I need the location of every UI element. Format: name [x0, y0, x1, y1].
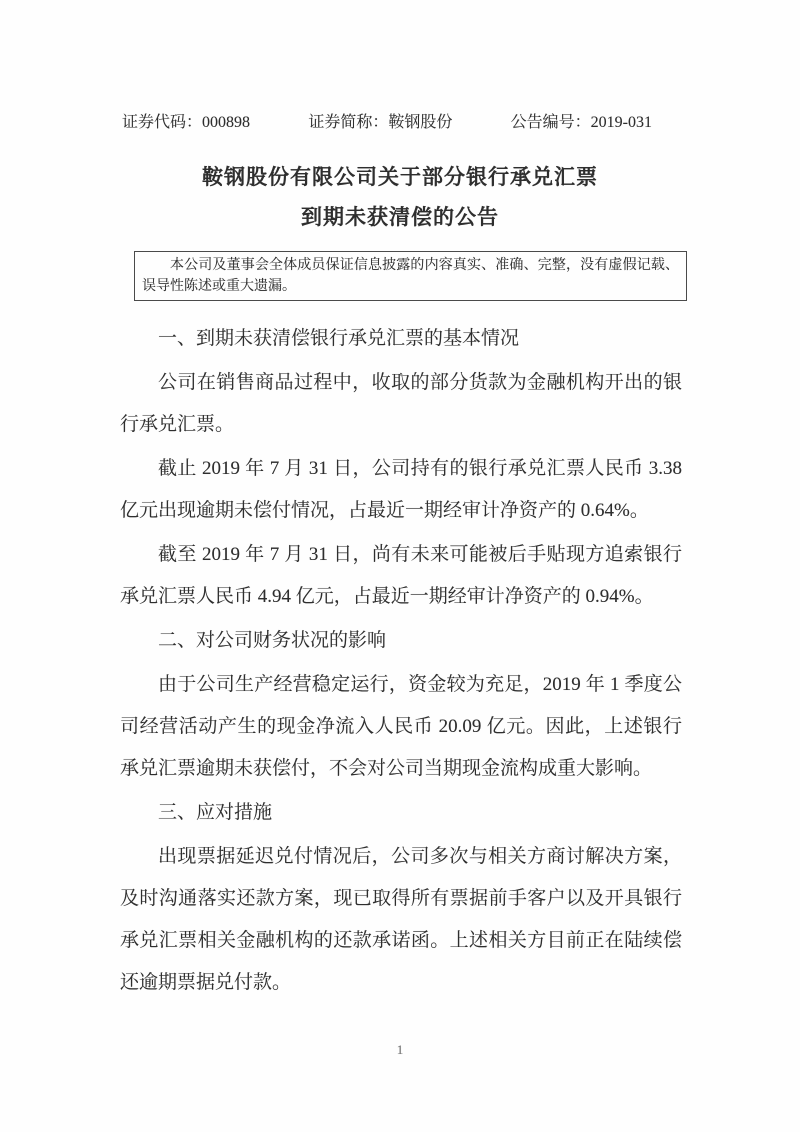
section-2-paragraph-1: 由于公司生产经营稳定运行，资金较为充足，2019 年 1 季度公司经营活动产生的现金净流入人民币 20.09 亿元。因此，上述银行承兑汇票逾期未获偿付，不会对公司当期现金流构成重大影响。 — [120, 674, 682, 779]
page-number: 1 — [396, 1042, 404, 1057]
disclaimer-box — [134, 251, 687, 301]
document-header — [122, 112, 652, 134]
page-footer — [0, 1042, 800, 1058]
announcement-number: 公告编号：2019-031 — [510, 114, 652, 131]
title-line-1: 鞍钢股份有限公司关于部分银行承兑汇票 — [202, 166, 598, 189]
section-3-paragraph-1: 出现票据延迟兑付情况后，公司多次与相关方商讨解决方案，及时沟通落实还款方案，现已取得所有票据前手客户以及开具银行承兑汇票相关金融机构的还款承诺函。上述相关方目前正在陆续偿还逾期票据兑付款。 — [120, 846, 682, 993]
section-2-heading: 二、对公司财务状况的影响 — [158, 630, 387, 651]
section-3-heading: 三、应对措施 — [158, 802, 273, 823]
stock-abbreviation: 证券简称：鞍钢股份 — [308, 114, 453, 131]
stock-code: 证券代码：000898 — [122, 114, 251, 131]
disclaimer-text: 本公司及董事会全体成员保证信息披露的内容真实、准确、完整，没有虚假记载、误导性陈述或重大遗漏。 — [142, 258, 679, 294]
section-1-paragraph-1: 公司在销售商品过程中，收取的部分货款为金融机构开出的银行承兑汇票。 — [120, 372, 682, 435]
announcement-title — [0, 158, 800, 238]
section-1-paragraph-3: 截至 2019 年 7 月 31 日，尚有未来可能被后手贴现方追索银行承兑汇票人民币 4.94 亿元，占最近一期经审计净资产的 0.94%。 — [120, 544, 682, 607]
section-1-heading: 一、到期未获清偿银行承兑汇票的基本情况 — [158, 328, 520, 349]
section-1-paragraph-2: 截止 2019 年 7 月 31 日，公司持有的银行承兑汇票人民币 3.38 亿元出现逾期未偿付情况，占最近一期经审计净资产的 0.64%。 — [120, 458, 682, 521]
document-body — [120, 318, 682, 1006]
title-line-2: 到期未获清偿的公告 — [301, 206, 499, 229]
